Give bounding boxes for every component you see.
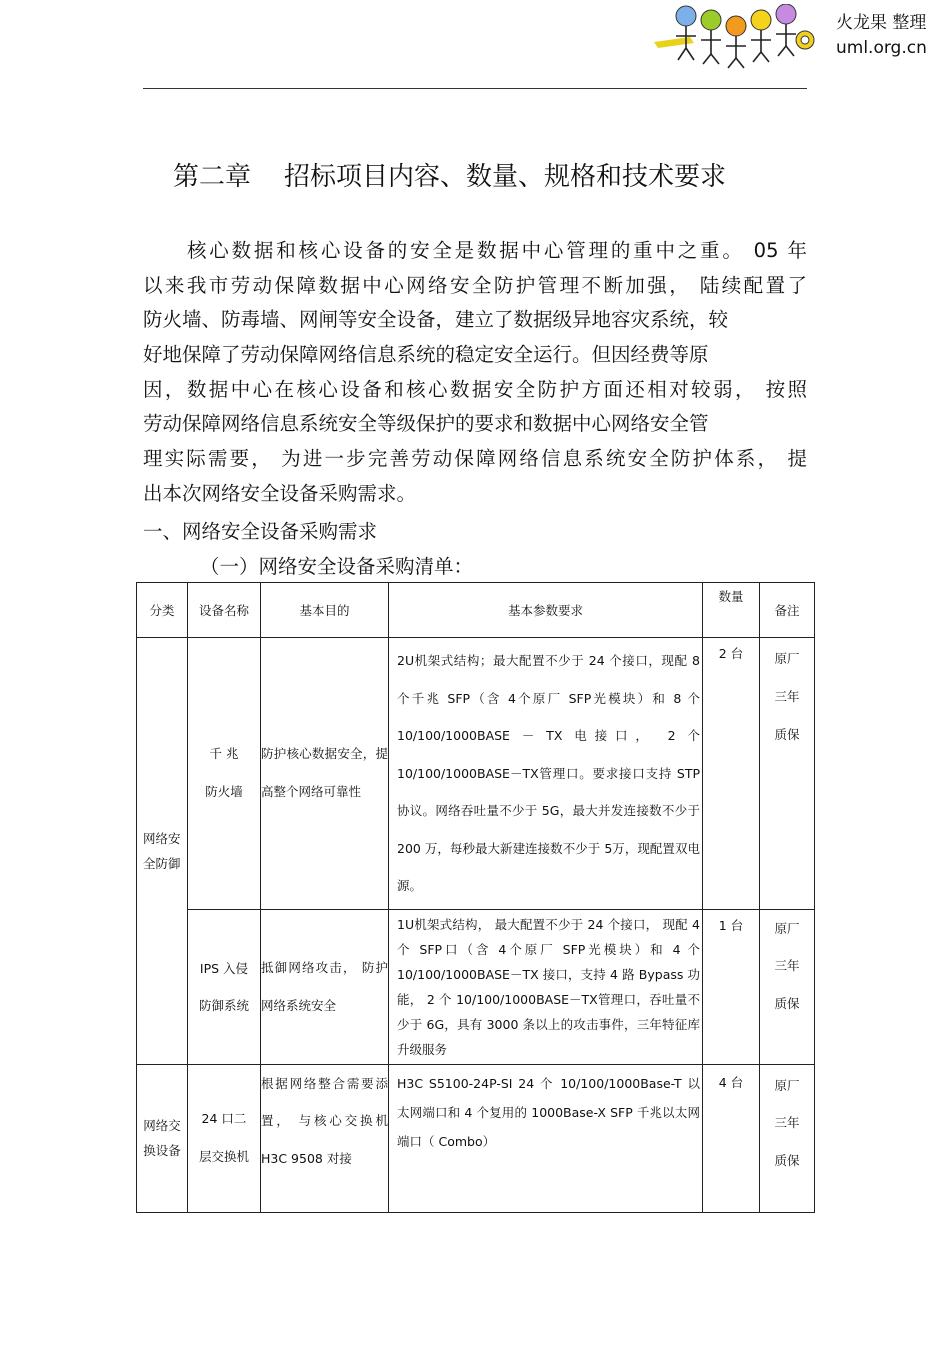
- device-name-cell: 千 兆 防火墙: [188, 638, 261, 910]
- purpose-cell: 防护核心数据安全，提高整个网络可靠性: [261, 638, 389, 910]
- header-parameters: 基本参数要求: [389, 583, 703, 638]
- category-cell: 网络交换设备: [137, 1064, 188, 1212]
- chapter-title: 第二章 招标项目内容、数量、规格和技术要求: [173, 162, 727, 192]
- header-organizer: 火龙果 整理: [836, 13, 927, 33]
- quantity-cell: 4 台: [703, 1064, 760, 1212]
- paragraph-line: 核心数据和核心设备的安全是数据中心管理的重中之重。 05 年: [187, 239, 807, 262]
- logo-figure-head-icon: [701, 10, 721, 30]
- note-cell: 原厂三年质保: [760, 1064, 815, 1212]
- table-row: [137, 1064, 815, 1212]
- paragraph-line: 以来我市劳动保障数据中心网络安全防护管理不断加强， 陆续配置了: [143, 273, 807, 297]
- table-header-row: [137, 583, 815, 638]
- header-purpose: 基本目的: [261, 583, 389, 638]
- parameters-cell: 1U机架式结构， 最大配置不少于 24 个接口， 现配 4 个 SFP口（含 4个原厂 SFP光模块）和 4 个 10/100/1000BASE－TX 接口，支持 4 路 Bypass 功能， 2 个 10/100/1000BASE－TX管理口，吞吐量不少于 6G，具有 3000 条以上的攻击事件，三年特征库升级服务: [389, 909, 703, 1064]
- table-row: [137, 638, 815, 910]
- quantity-cell: 1 台: [703, 909, 760, 1064]
- table-row: [137, 909, 815, 1064]
- paragraph-line: 防火墙、防毒墙、网闸等安全设备，建立了数据级异地容灾系统，较: [143, 308, 729, 332]
- header-device-name: 设备名称: [188, 583, 261, 638]
- uml-logo: [650, 4, 822, 74]
- parameters-cell: 2U机架式结构；最大配置不少于 24 个接口，现配 8 个千兆 SFP（含 4个原厂 SFP光模块）和 8 个 10/100/1000BASE － TX 电接口， 2 个 10/100/1000BASE－TX管理口。要求接口支持 STP 协议。网络吞吐量不少于 5G，最大并发连接数不少于 200 万，每秒最大新建连接数不少于 5万，现配置双电源。: [389, 638, 703, 910]
- logo-figure-head-icon: [726, 16, 746, 36]
- device-name-cell: IPS 入侵防御系统: [188, 909, 261, 1064]
- logo-figure-head-icon: [776, 4, 796, 24]
- paragraph-line: 好地保障了劳动保障网络信息系统的稳定安全运行。但因经费等原: [143, 343, 709, 367]
- logo-figure-head-icon: [751, 10, 771, 30]
- header-note: 备注: [760, 583, 815, 638]
- logo-figure-head-icon: [676, 6, 696, 26]
- paragraph-line: 理实际需要， 为进一步完善劳动保障网络信息系统安全防护体系， 提: [143, 447, 807, 471]
- procurement-table: [136, 582, 815, 1213]
- subsection-heading: （一）网络安全设备采购清单：: [200, 555, 474, 578]
- category-cell: 网络安全防御: [137, 638, 188, 1065]
- paragraph-line: 劳动保障网络信息系统安全等级保护的要求和数据中心网络安全管: [143, 412, 709, 436]
- paragraph-line: 出本次网络安全设备采购需求。: [143, 481, 417, 505]
- purpose-cell: 抵御网络攻击， 防护网络系统安全: [261, 909, 389, 1064]
- note-cell: 原厂三年质保: [760, 638, 815, 910]
- note-cell: 原厂三年质保: [760, 909, 815, 1064]
- intro-paragraph: [143, 234, 807, 512]
- header-quantity: 数量: [703, 583, 760, 638]
- quantity-cell: 2 台: [703, 638, 760, 910]
- parameters-cell: H3C S5100-24P-SI 24 个 10/100/1000Base-T 以太网端口和 4 个复用的 1000Base-X SFP 千兆以太网端口（ Combo）: [389, 1064, 703, 1212]
- section-heading: 一、网络安全设备采购需求: [143, 520, 378, 543]
- header-divider: [143, 88, 807, 89]
- paragraph-line: 因，数据中心在核心设备和核心数据安全防护方面还相对较弱， 按照: [143, 377, 807, 401]
- logo-pencil-shape: [654, 37, 694, 48]
- header-category: 分类: [137, 583, 188, 638]
- purpose-cell: 根据网络整合需要添置， 与核心交换机 H3C 9508 对接: [261, 1064, 389, 1212]
- device-name-cell: 24 口二层交换机: [188, 1064, 261, 1212]
- header-site: uml.org.cn: [836, 38, 927, 58]
